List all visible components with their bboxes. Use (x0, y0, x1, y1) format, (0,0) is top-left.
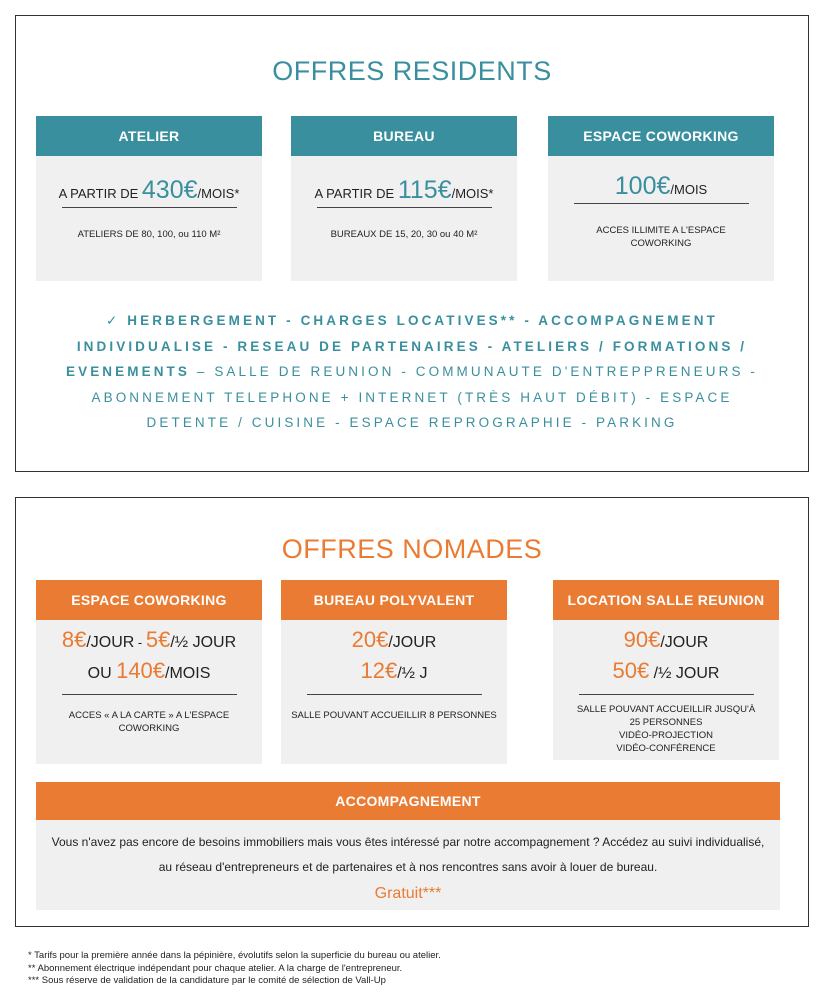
bureau-polyvalent-head: BUREAU POLYVALENT (281, 580, 507, 620)
residents-title: OFFRES RESIDENTS (272, 56, 552, 86)
footnote-1: * Tarifs pour la première année dans la pépinière, évolutifs selon la superficie du bureau ou atelier. (28, 950, 441, 961)
accompagnement-price: Gratuit*** (374, 885, 442, 902)
accompagnement-head: ACCOMPAGNEMENT (36, 782, 780, 820)
salle-reunion-half: 50€ /½ JOUR (612, 658, 720, 683)
atelier-price: 430€ (141, 176, 198, 204)
nomades-title: OFFRES NOMADES (281, 534, 543, 564)
nomade-coworking-card (36, 580, 262, 764)
atelier-card (36, 116, 262, 281)
divider (579, 694, 754, 695)
nomades-section (15, 497, 809, 927)
nomade-coworking-month: OU 140€/MOIS (87, 658, 211, 683)
coworking-note: ACCES ILLIMITE A L'ESPACE COWORKING (596, 225, 726, 249)
salle-note-1: SALLE POUVANT ACCUEILLIR JUSQU'À (576, 704, 756, 715)
residents-section (15, 15, 809, 472)
divider (62, 694, 237, 695)
salle-reunion-card (553, 580, 779, 760)
salle-reunion-day: 90€/JOUR (623, 627, 709, 652)
coworking-card (548, 116, 774, 281)
nomade-coworking-prices: 8€/JOUR - 5€/½ JOUR (61, 627, 237, 652)
atelier-note: ATELIERS DE 80, 100, ou 110 M² (77, 229, 221, 240)
features-bold: ✓ HERBERGEMENT - CHARGES LOCATIVES** - ACCOMPAGNEMENT INDIVIDUALISE - RESEAU DE PARTENAIRES - ATELIERS / FORMATIONS / EVENEMENTS (65, 313, 748, 379)
divider (574, 203, 749, 204)
bureau-polyvalent-note: SALLE POUVANT ACCUEILLIR 8 PERSONNES (291, 710, 497, 721)
nomade-coworking-head: ESPACE COWORKING (36, 580, 262, 620)
accompagnement-text: Vous n'avez pas encore de besoins immobiliers mais vous êtes intéressé par notre accompagnement ? Accédez au suivi individualisé, au réseau d'entrepreneurs et de partenaires et à nos rencontres sans avoir à louer de bureau. (51, 835, 765, 874)
atelier-price-line: A PARTIR DE 430€/MOIS* (58, 176, 240, 204)
salle-note-4: VIDÉO-CONFÉRENCE (616, 743, 716, 754)
bureau-polyvalent-day: 20€/JOUR (351, 627, 437, 652)
bureau-price-line: A PARTIR DE 115€/MOIS* (314, 176, 494, 204)
footnotes (28, 950, 441, 988)
salle-reunion-head: LOCATION SALLE REUNION (553, 580, 779, 620)
coworking-price: 100€ (614, 172, 671, 200)
bureau-card (291, 116, 517, 281)
divider (62, 207, 237, 208)
coworking-price-line: 100€/MOIS (614, 172, 708, 200)
coworking-card-head: ESPACE COWORKING (548, 116, 774, 156)
nomade-coworking-note: ACCES « A LA CARTE » A L'ESPACE COWORKING (68, 710, 230, 734)
bureau-card-head: BUREAU (291, 116, 517, 156)
divider (307, 694, 482, 695)
bureau-note: BUREAUX DE 15, 20, 30 ou 40 M² (330, 229, 478, 240)
divider (317, 207, 492, 208)
salle-note-3: VIDÉO-PROJECTION (619, 730, 713, 741)
accompagnement-card (36, 782, 780, 910)
bureau-price: 115€ (397, 176, 452, 204)
salle-note-2: 25 PERSONNES (629, 717, 703, 728)
features-rest: – SALLE DE REUNION - COMMUNAUTE D'ENTREPPRENEURS - ABONNEMENT TELEPHONE + INTERNET (TRÈS HAUT DÉBIT) - ESPACE DETENTE / CUISINE - ESPACE REPROGRAPHIE - PARKING (91, 364, 758, 430)
bureau-polyvalent-card (281, 580, 507, 764)
bureau-polyvalent-half: 12€/½ J (360, 658, 428, 683)
footnote-3: *** Sous réserve de validation de la candidature par le comité de sélection de Vall-Up (28, 975, 386, 986)
residents-features (46, 308, 778, 436)
footnote-2: ** Abonnement électrique indépendant pour chaque atelier. A la charge de l'entrepreneur. (28, 962, 403, 974)
atelier-card-head: ATELIER (36, 116, 262, 156)
